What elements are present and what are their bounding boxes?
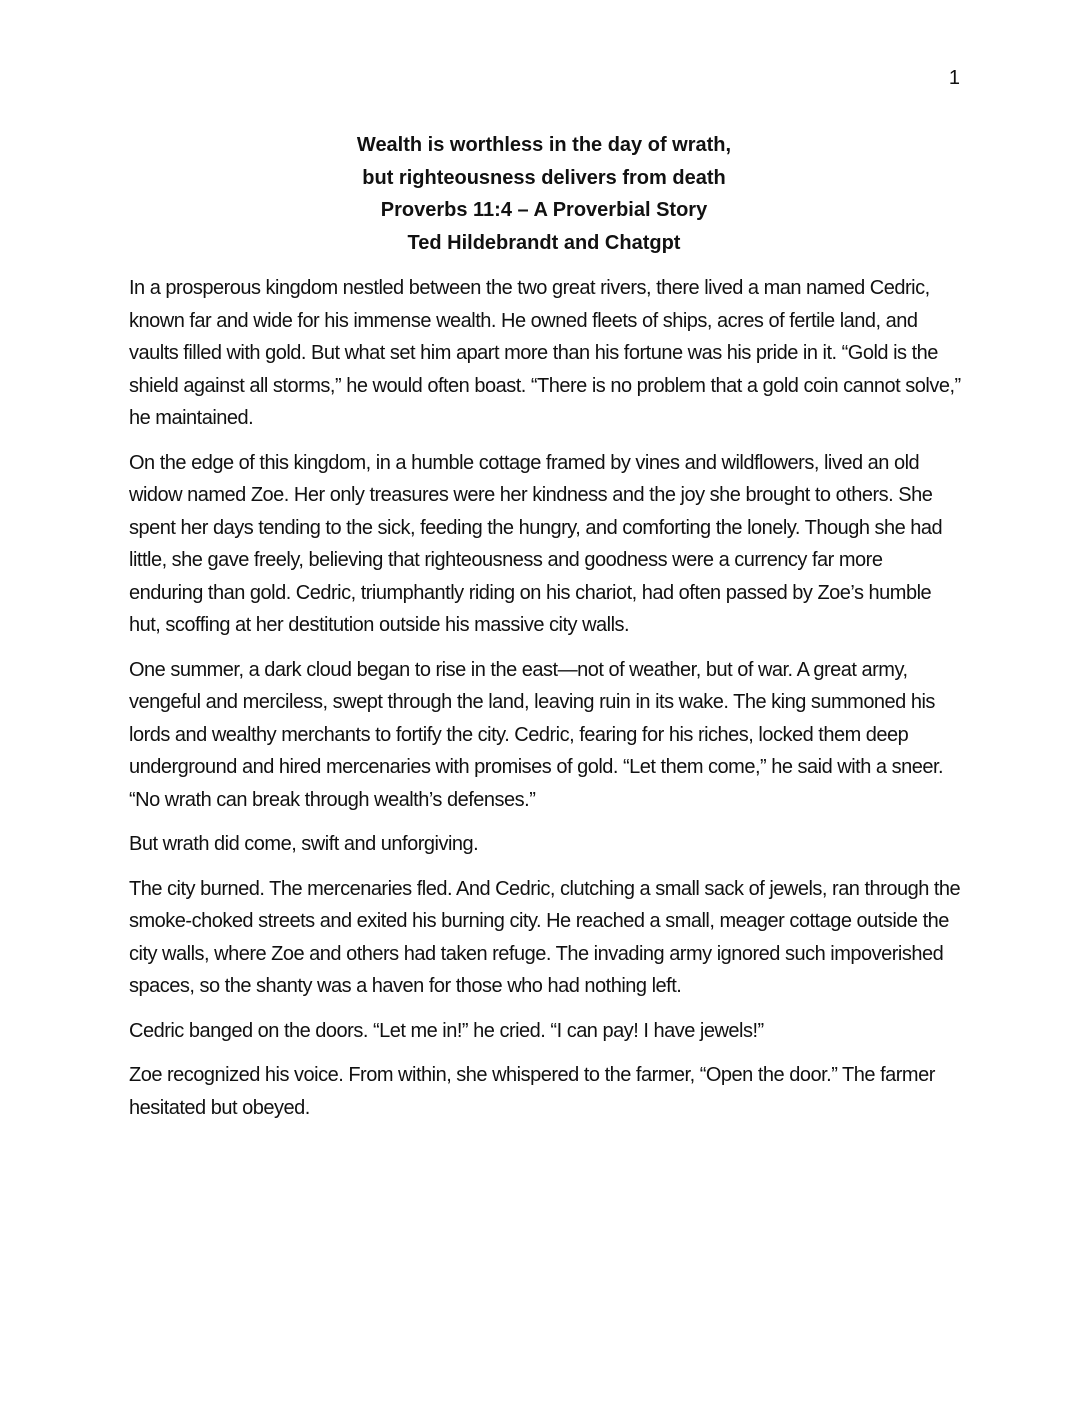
title-line: Wealth is worthless in the day of wrath,: [356, 134, 732, 156]
paragraph: Zoe recognized his voice. From within, she whispered to the farmer, “Open the door.” The farmer hesitated but obeyed.: [129, 1064, 935, 1119]
paragraph: The city burned. The mercenaries fled. And Cedric, clutching a small sack of jewels, ran through the smoke-choked streets and exited his burning city. He reached a small, meager cottage outside the city walls, where Zoe and others had taken refuge. The invading army ignored such impoverished spaces, so the shanty was a haven for those who had nothing left.: [129, 877, 961, 997]
title-line: Proverbs 11:4 – A Proverbial Story: [380, 199, 708, 221]
title-line: but righteousness delivers from death: [362, 166, 726, 189]
paragraph: One summer, a dark cloud began to rise in the east—not of weather, but of war. A great army, vengeful and merciless, swept through the land, leaving ruin in its wake. The king summoned his lords and wealthy merchants to fortify the city. Cedric, fearing for his riches, locked them deep underground and hired mercenaries with promises of gold. “Let them come,” he said with a sneer. “No wrath can break through wealth’s defenses.”: [129, 658, 944, 811]
paragraph: In a prosperous kingdom nestled between the two great rivers, there lived a man named Cedric, known far and wide for his immense wealth. He owned fleets of ships, acres of fertile land, and vaults filled with gold. But what set him apart more than his fortune was his pride in it. “Gold is the shield against all storms,” he would often boast. “There is no problem that a gold coin cannot solve,” he maintained.: [129, 277, 961, 429]
story-body: [129, 272, 961, 1136]
paragraph: Cedric banged on the doors. “Let me in!” he cried. “I can pay! I have jewels!”: [129, 1019, 764, 1042]
title-block: [0, 129, 1088, 259]
paragraph: But wrath did come, swift and unforgiving.: [129, 833, 479, 855]
author-line: Ted Hildebrandt and Chatgpt: [407, 231, 681, 254]
page-number: 1: [948, 67, 960, 89]
paragraph: On the edge of this kingdom, in a humble cottage framed by vines and wildflowers, lived an old widow named Zoe. Her only treasures were her kindness and the joy she brought to others. She spent her days tending to the sick, feeding the hungry, and comforting the lonely. Though she had little, she gave freely, believing that righteousness and goodness were a currency far more enduring than gold. Cedric, triumphantly riding on his chariot, had often passed by Zoe’s humble hut, scoffing at her destitution outside his massive city walls.: [129, 451, 943, 636]
